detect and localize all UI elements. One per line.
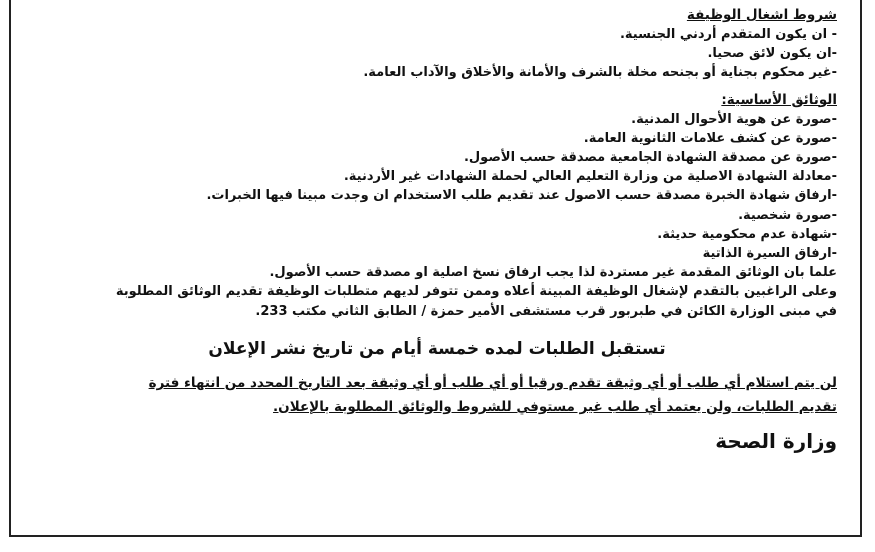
conditions-heading: شروط اشغال الوظيفة (686, 7, 837, 23)
documents-section (37, 91, 837, 264)
note-line: في مبنى الوزارة الكائن في طبربور قرب مستشفى الأمير حمزة / الطابق الثاني مكتب 233. (255, 303, 837, 319)
note-line: وعلى الراغبين بالتقدم لإشغال الوظيفة المبينة أعلاه وممن تتوفر لديهم متطلبات الوظيفة تقديم الوثائق المطلوبة (115, 284, 837, 300)
notes-section (37, 263, 837, 321)
document-item: -ارفاق السيرة الذاتية (702, 246, 837, 262)
announcement-text: تستقبل الطلبات لمده خمسة أيام من تاريخ نشر الإعلان (208, 338, 666, 359)
ministry-name: وزارة الصحة (715, 428, 837, 453)
notice-line: لن يتم استلام أي طلب أو أي وثيقة تقدم ورقيا أو أي طلب أو أي وثيقة بعد التاريخ المحدد من انتهاء فترة (148, 374, 837, 391)
document-item: -ارفاق شهادة الخبرة مصدقة حسب الاصول عند تقديم طلب الاستخدام ان وجدت مبينا فيها الخبرات. (206, 188, 837, 204)
document-item: -صورة شخصية. (738, 207, 837, 223)
document-item: -صورة عن مصدقة الشهادة الجامعية مصدقة حسب الأصول. (463, 150, 837, 166)
condition-item: - ان يكون المتقدم أردني الجنسية. (619, 27, 837, 42)
condition-item: -غير محكوم بجناية أو بجنحه مخلة بالشرف والأمانة والأخلاق والآداب العامة. (363, 65, 837, 81)
document-item: -شهادة عدم محكومية حديثة. (657, 226, 837, 242)
job-announcement (37, 6, 837, 455)
note-line: علما بان الوثائق المقدمة غير مستردة لذا يجب ارفاق نسخ اصلية او مصدقة حسب الأصول. (269, 265, 837, 281)
document-item: -معادلة الشهادة الاصلية من وزارة التعليم العالي لحملة الشهادات غير الأردنية. (343, 169, 837, 185)
notice-line: تقديم الطلبات، ولن يعتمد أي طلب غير مستوفي للشروط والوثائق المطلوبة بالإعلان. (273, 398, 837, 415)
document-item: -صورة عن هوية الأحوال المدنية. (631, 111, 837, 127)
document-item: -صورة عن كشف علامات الثانوية العامة. (583, 130, 837, 146)
documents-heading: الوثائق الأساسية: (721, 91, 837, 108)
condition-item: -ان يكون لائق صحيا. (707, 46, 837, 62)
conditions-section (37, 6, 837, 83)
notice-section (37, 371, 837, 419)
